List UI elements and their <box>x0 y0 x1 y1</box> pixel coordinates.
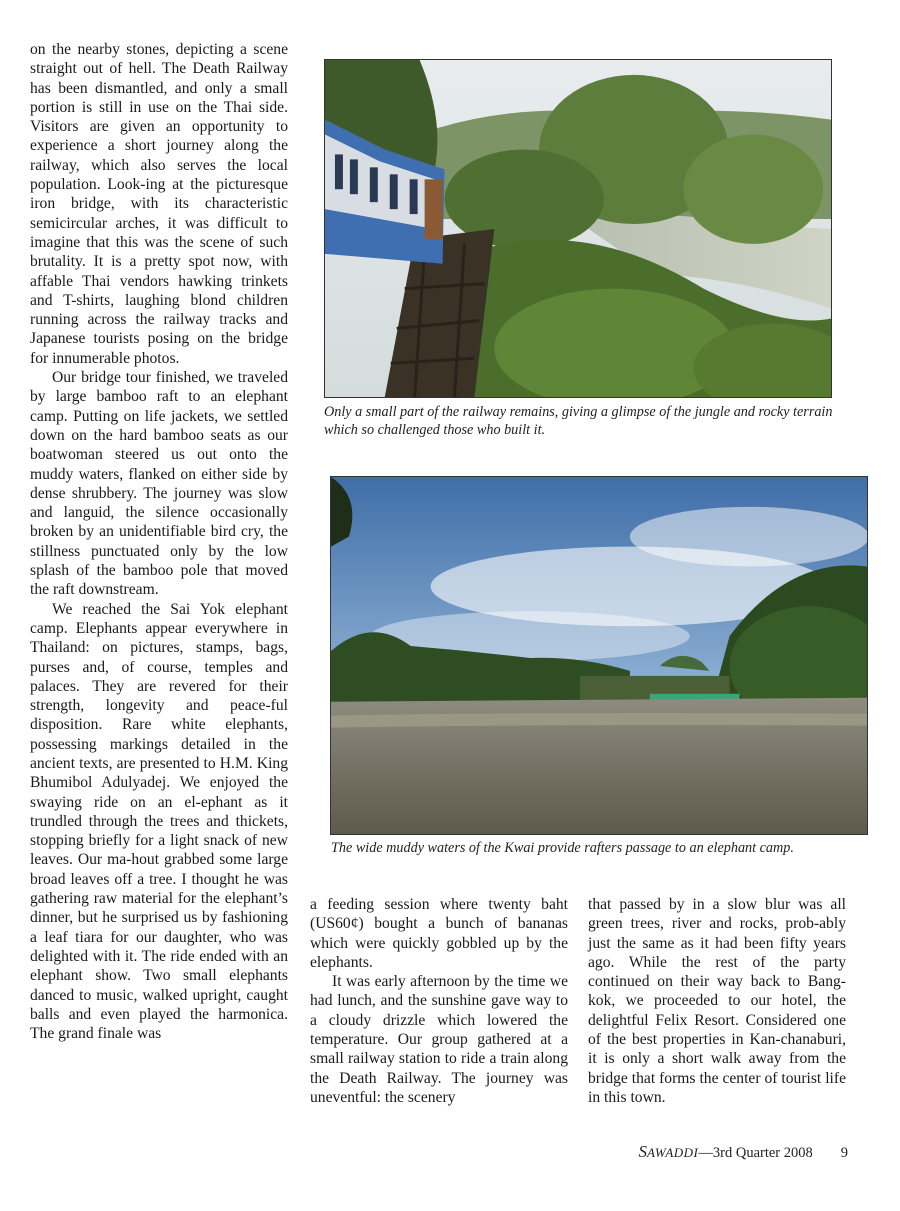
paragraph: We reached the Sai Yok elephant camp. Elephants appear everywhere in Thailand: on pictures, stamps, bags, purses and, of course, temples and palaces. They are revered for their strength, longevity and peace-ful disposition. Rare white elephants, possessing markings detailed in the ancient texts, are presented to H.M. King Bhumibol Adulyadej. We enjoyed the swaying ride on an el-ephant as it trundled through the trees and thickets, stopping briefly for a light snack of new leaves. Our ma-hout grabbed some large broad leaves off a tree. I thought he was gathering raw material for the elephant’s dinner, but he surprised us by fashioning a leaf tiara for our daughter, who was delighted with it. The ride ended with an elephant show. Two small elephants danced to music, walked upright, caught balls and even played the harmonica. The grand finale was <box>30 600 288 1043</box>
article-column-1 <box>30 40 288 1043</box>
paragraph: a feeding session where twenty baht (US60¢) bought a bunch of bananas which were quickly gobbled up by the elephants. <box>310 896 568 971</box>
issue-label: —3rd Quarter 2008 <box>698 1145 813 1161</box>
paragraph: that passed by in a slow blur was all green trees, river and rocks, prob-ably just the same as it had been fifty years ago. While the rest of the party continued on their way back to Bang-kok, we proceeded to our hotel, the delightful Felix Resort. Considered one of the best properties in Kan-chanaburi, it is only a short walk away from the bridge that forms the center of tourist life in this town. <box>588 896 846 1106</box>
railway-photo <box>324 59 832 398</box>
paragraph: Our bridge tour finished, we traveled by large bamboo raft to an elephant camp. Putting on life jackets, we settled down on the hard bamboo seats as our boatwoman steered us out onto the muddy waters, flanked on either side by dense shrubbery. The journey was slow and languid, the silence occasionally broken by an unidentifiable bird cry, the stillness punctuated only by the low splash of the bamboo pole that moved the raft downstream. <box>30 369 288 599</box>
paragraph: on the nearby stones, depicting a scene straight out of hell. The Death Railway has been dismantled, and only a small portion is still in use on the Thai side. Visitors are given an opportunity to experience a short journey along the railway, which also serves the local population. Look-ing at the picturesque iron bridge, with its characteristic semicircular arches, it was difficult to imagine that this was the scene of such brutality. It is a pretty spot now, with affable Thai vendors hawking trinkets and T-shirts, laughing blond children running across the railway tracks and Japanese tourists posing on the bridge for innumerable photos. <box>30 41 288 367</box>
article-column-3 <box>588 895 846 1107</box>
paragraph: It was early afternoon by the time we had lunch, and the sunshine gave way to a cloudy drizzle which lowered the temperature. Our group gathered at a small railway station to ride a train along the Death Railway. The journey was uneventful: the scenery <box>310 973 568 1106</box>
article-column-2 <box>310 895 568 1107</box>
photo-caption: The wide muddy waters of the Kwai provide rafters passage to an elephant camp. <box>331 840 794 856</box>
river-photo <box>330 476 868 835</box>
page-footer <box>638 1142 848 1162</box>
photo-caption: Only a small part of the railway remains, giving a glimpse of the jungle and rocky terrain which so challenged those who built it. <box>324 404 833 438</box>
magazine-brand-initial: S <box>638 1142 647 1161</box>
magazine-brand: AWADDI <box>646 1145 699 1160</box>
page-number: 9 <box>840 1145 848 1161</box>
